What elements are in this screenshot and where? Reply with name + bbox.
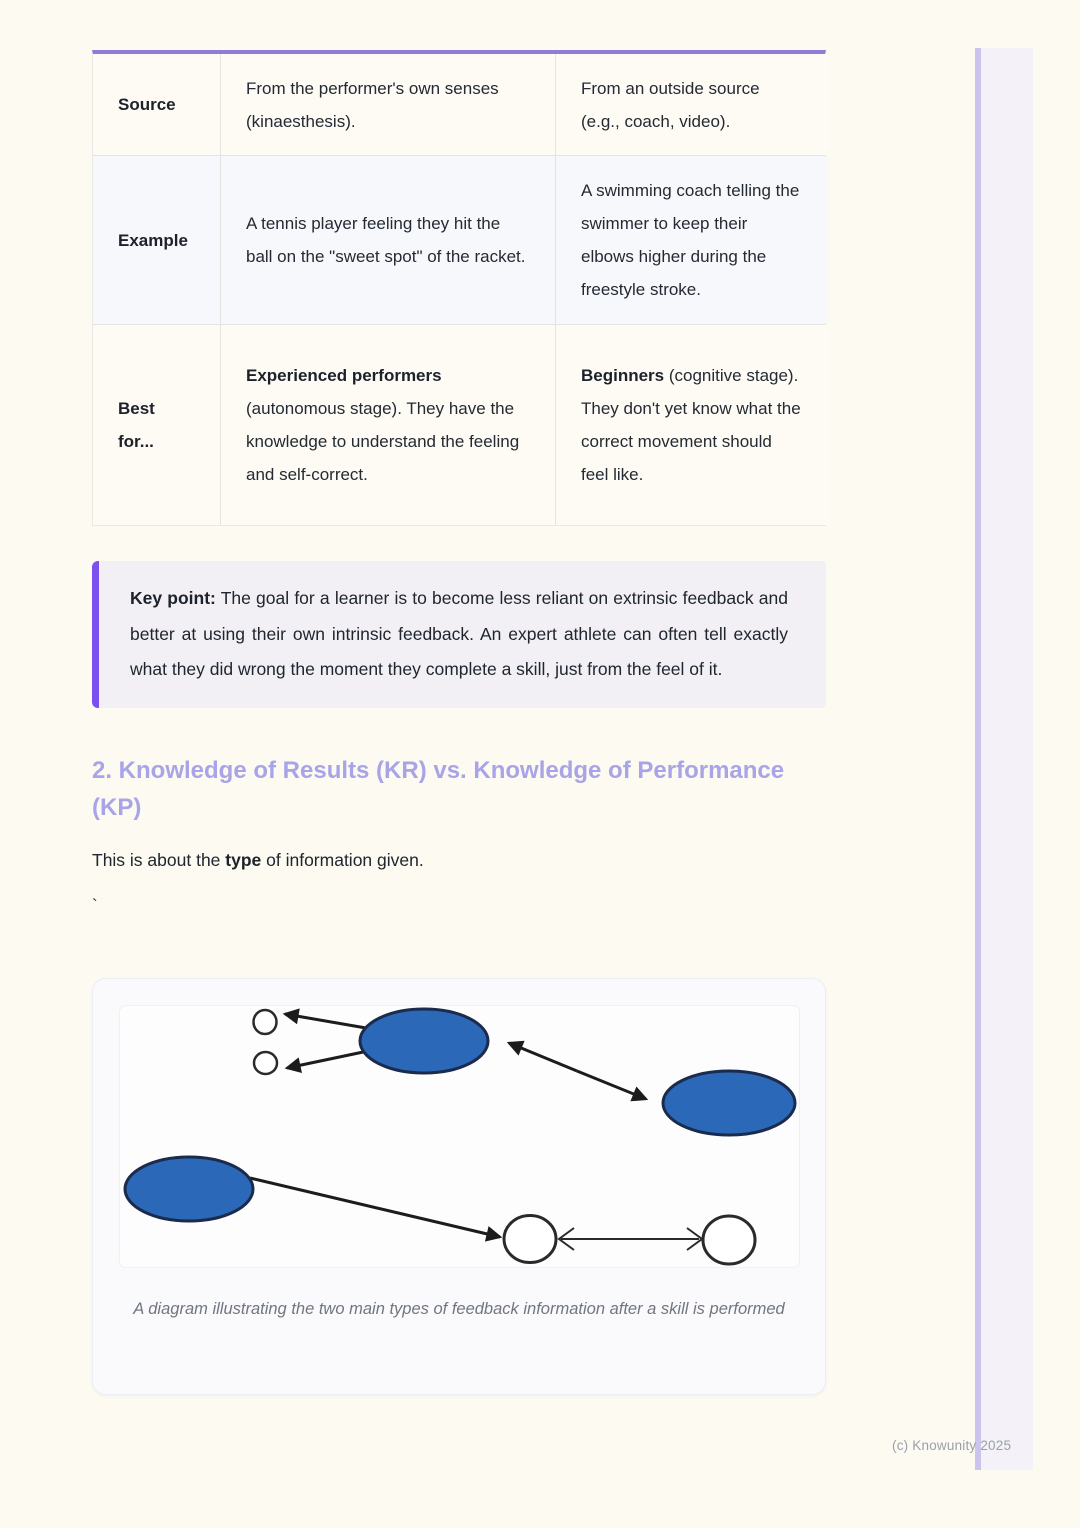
stray-backtick: `	[92, 895, 98, 915]
blue-ellipse-top	[360, 1009, 488, 1073]
small-circle-1	[254, 1010, 277, 1034]
feedback-diagram	[120, 1006, 799, 1267]
double-arrow-top-right-half	[577, 1071, 646, 1099]
table-cell-source-extrinsic: From an outside source (e.g., coach, video).	[556, 54, 828, 155]
double-arrow-top-left-half	[509, 1043, 577, 1071]
table-cell-best-for-intrinsic: Experienced performers (autonomous stage). They have the knowledge to understand the feeling and self-correct.	[221, 325, 555, 525]
copyright-footer: (c) Knowunity 2025	[892, 1438, 1012, 1453]
section-heading: 2. Knowledge of Results (KR) vs. Knowledge of Performance (KP)	[92, 756, 785, 821]
section-intro: This is about the type of information given.	[92, 849, 424, 870]
arrow-to-outcome-1	[285, 1014, 366, 1028]
arrow-to-outcome-2	[287, 1051, 368, 1068]
blue-ellipse-right	[663, 1071, 795, 1135]
blue-ellipse-bottom-left	[125, 1157, 253, 1221]
table-cell-example-intrinsic: A tennis player feeling they hit the ball on the "sweet spot" of the racket.	[221, 156, 555, 324]
table-cell-source-intrinsic: From the performer's own senses (kinaesthesis).	[221, 54, 555, 155]
table-cell-example-extrinsic: A swimming coach telling the swimmer to keep their elbows higher during the freestyle stroke.	[556, 156, 828, 324]
viewer-side-panel[interactable]	[975, 48, 1033, 1470]
white-circle-bottom-right	[703, 1216, 755, 1264]
feedback-diagram-image	[120, 1006, 799, 1267]
white-circle-bottom-left	[504, 1215, 556, 1262]
key-point-callout	[92, 561, 826, 708]
table-row-label-example: Example	[93, 156, 220, 324]
table-cell-best-for-extrinsic: Beginners (cognitive stage). They don't yet know what the correct movement should feel like.	[556, 325, 828, 525]
table-row-label-best-for: Best for...	[93, 325, 220, 525]
feedback-comparison-table	[92, 50, 826, 526]
arrow-long-diagonal	[250, 1178, 500, 1237]
document-page	[92, 50, 826, 1395]
small-circle-2	[254, 1052, 277, 1074]
table-row-label-source: Source	[93, 54, 220, 155]
figure-card	[92, 978, 826, 1395]
figure-caption: A diagram illustrating the two main types of feedback information after a skill is performed	[133, 1299, 785, 1318]
key-point-text: Key point: The goal for a learner is to become less reliant on extrinsic feedback and better at using their own intrinsic feedback. An expert athlete can often tell exactly what they did wrong the moment they complete a skill, just from the feel of it.	[130, 588, 788, 679]
